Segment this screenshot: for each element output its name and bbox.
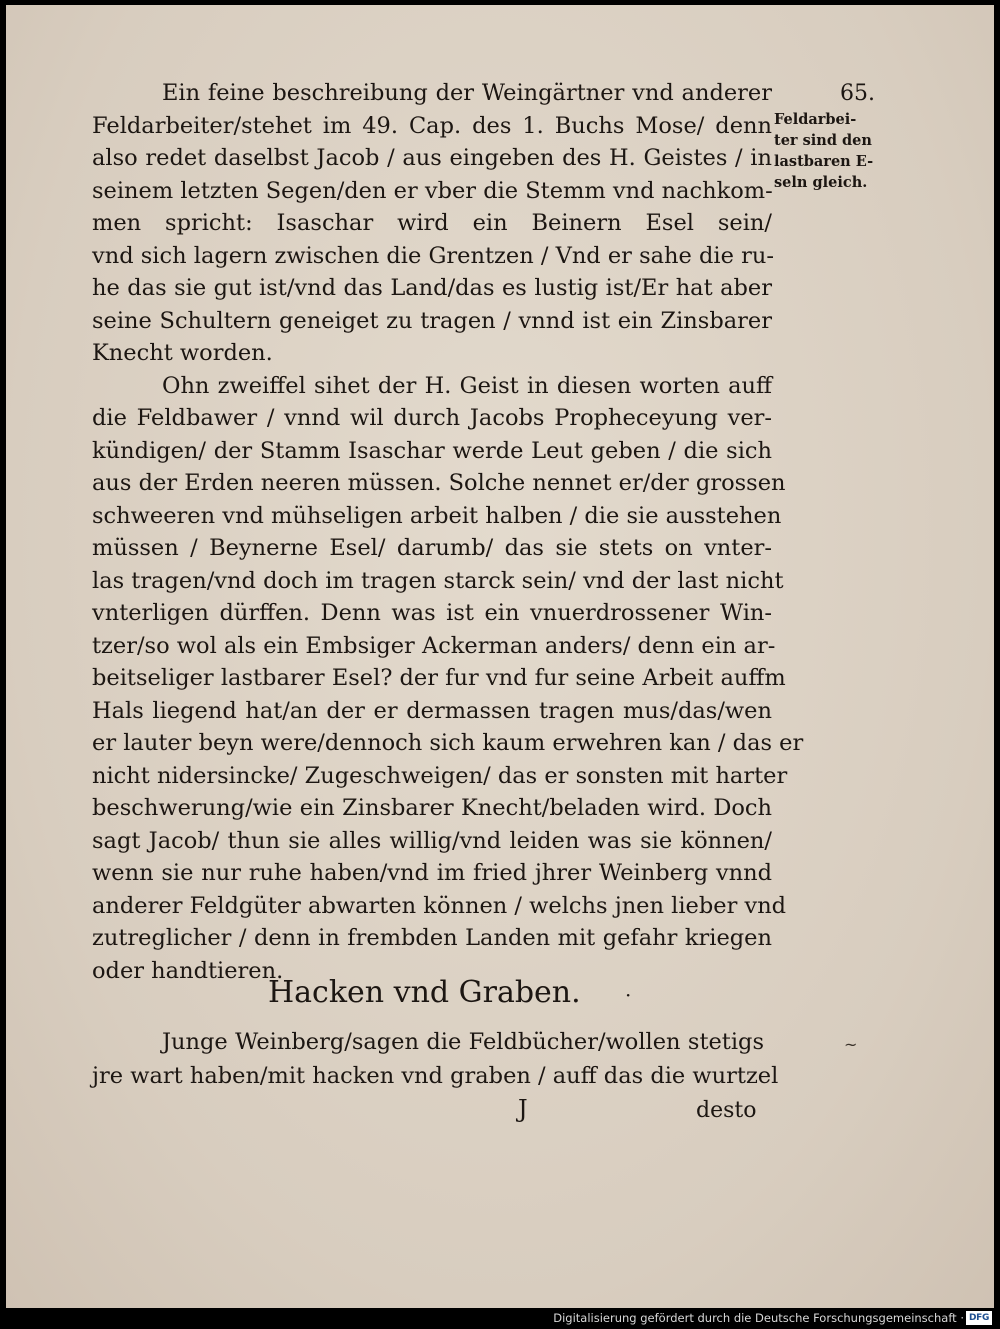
marginal-note-line: lastbaren E- (774, 153, 874, 170)
text-line: men spricht: Isaschar wird ein Beinern Esel sein/ (92, 210, 772, 236)
text-line: die Feldbawer / vnnd wil durch Jacobs Propheceyung ver- (92, 405, 772, 431)
section-heading: Hacken vnd Graben. (268, 975, 581, 1010)
text-line: jre wart haben/mit hacken vnd graben / auff das die wurtzel (92, 1063, 779, 1089)
text-line: also redet daselbst Jacob / aus eingeben des H. Geistes / in (92, 145, 772, 171)
text-line: seine Schultern geneiget zu tragen / vnnd ist ein Zinsbarer (92, 307, 772, 334)
marginal-note-line: seln gleich. (774, 174, 868, 191)
signature-mark: J (518, 1095, 528, 1123)
text-line: Knecht worden. (92, 340, 273, 366)
text-line: wenn sie nur ruhe haben/vnd im fried jhrer Weinberg vnnd (92, 860, 772, 886)
text-line: sagt Jacob/ thun sie alles willig/vnd leiden was sie können/ (92, 827, 772, 854)
text-line: Ein feine beschreibung der Weingärtner vnd anderer (162, 80, 772, 106)
text-line: oder handtieren. (92, 957, 284, 984)
text-line: Ohn zweiffel sihet der H. Geist in diesen worten auff (162, 372, 772, 399)
text-line: er lauter beyn were/dennoch sich kaum erwehren kan / das er (92, 730, 804, 756)
text-line: schweeren vnd mühseligen arbeit halben / die sie ausstehen (92, 502, 782, 529)
body-text-continued (92, 1025, 779, 1093)
text-line: vnd sich lagern zwischen die Grentzen / Vnd er sahe die ru- (92, 242, 774, 269)
marginal-note-line: ter sind den (774, 132, 872, 149)
stray-mark: ~ (844, 1035, 858, 1054)
text-line: beschwerung/wie ein Zinsbarer Knecht/beladen wird. Doch (92, 795, 772, 821)
text-line: kündigen/ der Stamm Isaschar werde Leut geben / die sich (92, 437, 772, 464)
body-text (92, 77, 804, 987)
text-line: nicht nidersincke/ Zugeschweigen/ das er sonsten mit harter (92, 762, 788, 789)
text-line: beitseliger lastbarer Esel? der fur vnd fur seine Arbeit auffm (92, 665, 786, 691)
scanned-page (6, 5, 994, 1308)
text-line: aus der Erden neeren müssen. Solche nennet er/der grossen (92, 470, 786, 496)
marginal-note-line: Feldarbei- (774, 111, 857, 128)
catchword: desto (696, 1098, 757, 1123)
text-line: tzer/so wol als ein Embsiger Ackerman anders/ denn ein ar- (92, 632, 776, 659)
marginal-note (774, 109, 898, 193)
page-number: 65. (840, 81, 875, 106)
text-line: seinem letzten Segen/den er vber die Stemm vnd nachkom- (92, 177, 773, 204)
text-line: Junge Weinberg/sagen die Feldbücher/wollen stetigs (162, 1029, 764, 1055)
text-line: las tragen/vnd doch im tragen starck sein/ vnd der last nicht (92, 567, 784, 594)
text-line: Hals liegend hat/an der er dermassen tragen mus/das/wen (92, 697, 772, 724)
text-line: zutreglicher / denn in frembden Landen mit gefahr kriegen (92, 925, 772, 951)
text-line: müssen / Beynerne Esel/ darumb/ das sie stets on vnter- (92, 535, 772, 561)
heading-mark: · (625, 983, 632, 1007)
text-line: vnterligen dürffen. Denn was ist ein vnuerdrossener Win- (92, 600, 772, 626)
text-line: anderer Feldgüter abwarten können / welchs jnen lieber vnd (92, 892, 787, 919)
text-line: he das sie gut ist/vnd das Land/das es lustig ist/Er hat aber (92, 275, 772, 301)
dfg-logo: DFG (966, 1311, 992, 1325)
funding-credit: Digitalisierung gefördert durch die Deutsche Forschungsgemeinschaft · (553, 1311, 964, 1325)
text-line: Feldarbeiter/stehet im 49. Cap. des 1. Buchs Mose/ denn (92, 112, 772, 139)
